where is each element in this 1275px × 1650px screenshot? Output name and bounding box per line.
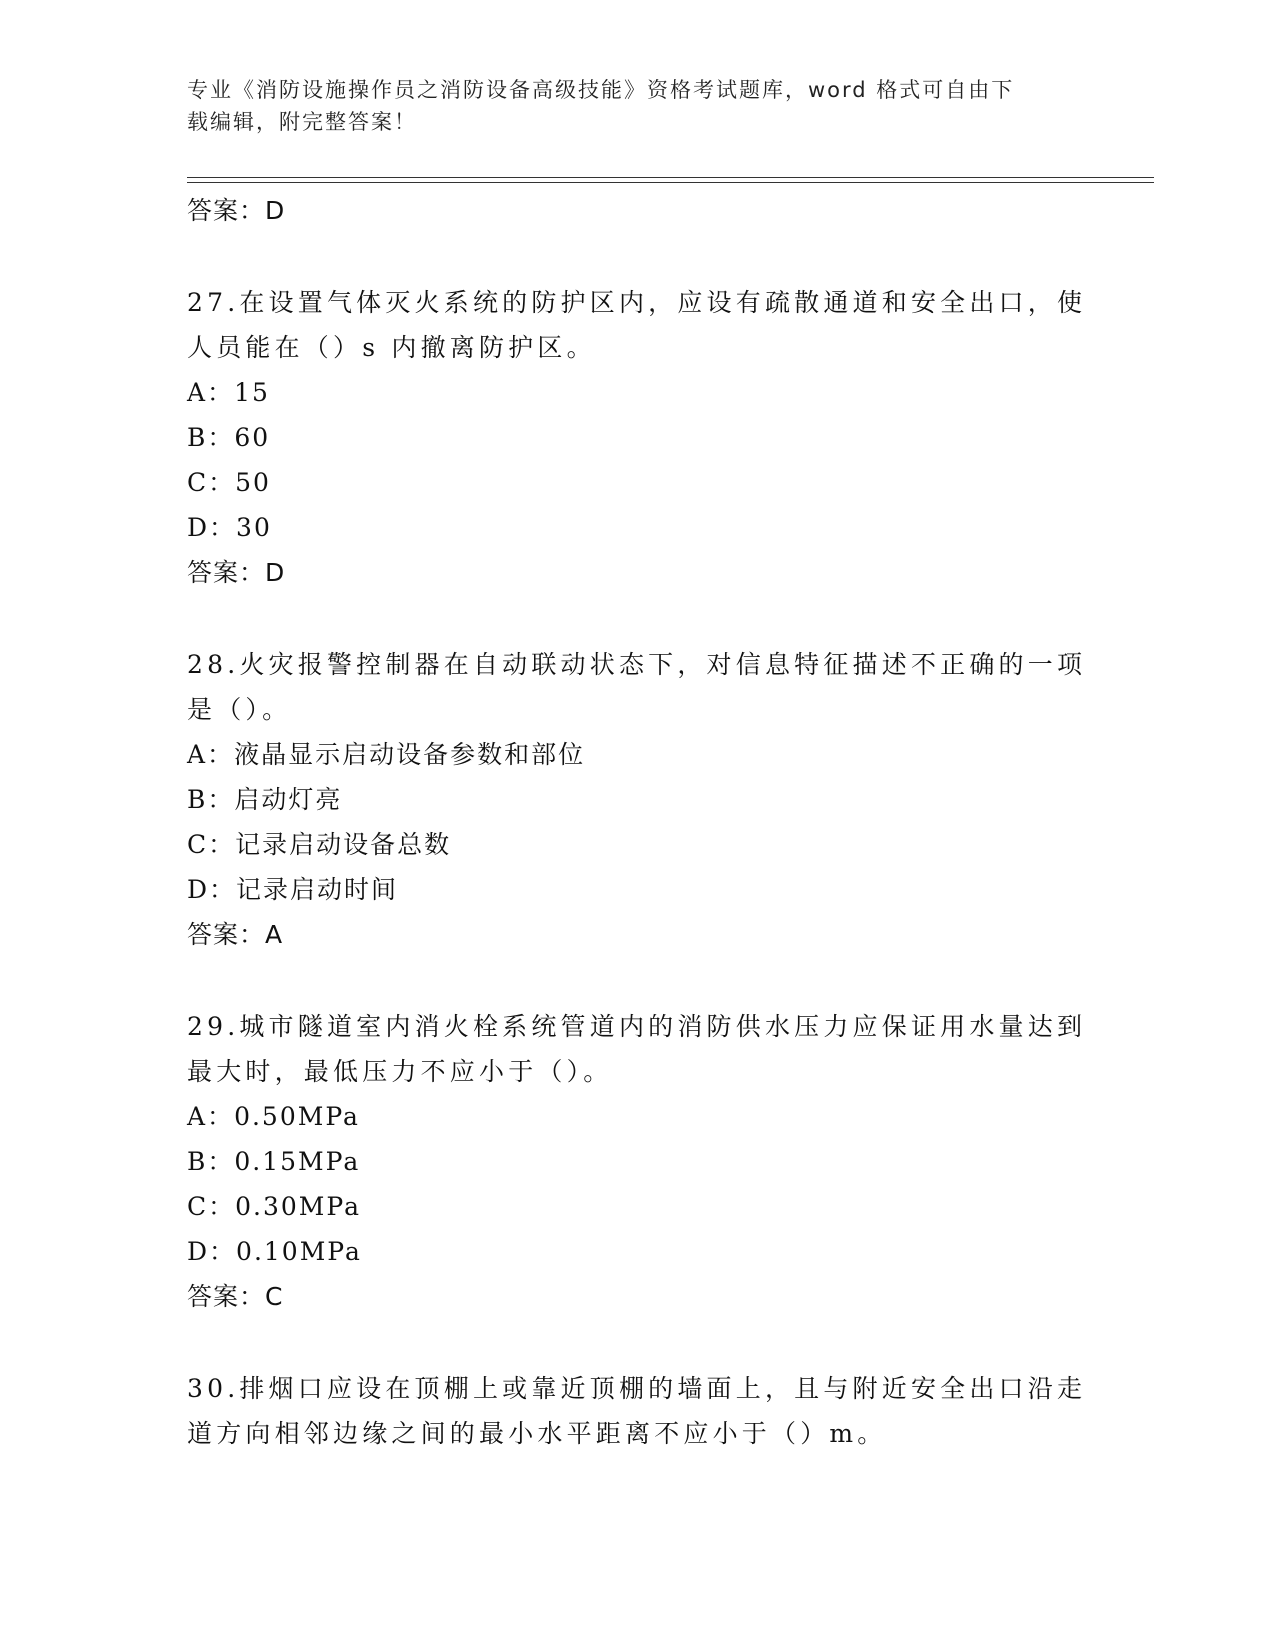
option-c — [187, 822, 1087, 867]
option-d — [187, 505, 1087, 550]
question-30 — [187, 1366, 1087, 1456]
option-value: 15 — [234, 378, 270, 407]
option-b — [187, 1139, 1087, 1184]
option-b — [187, 777, 1087, 822]
option-value: 60 — [234, 423, 271, 452]
option-key: B： — [187, 423, 235, 452]
question-text: 29.城市隧道室内消火栓系统管道内的消防供水压力应保证用水量达到最大时，最低压力不应小于（）。 — [187, 1012, 1087, 1086]
option-c — [187, 460, 1087, 505]
option-key: D： — [187, 1237, 237, 1266]
option-value: 记录启动设备总数 — [235, 830, 452, 859]
option-key: D： — [187, 513, 237, 542]
option-d — [187, 867, 1087, 912]
option-a — [187, 1094, 1087, 1139]
option-c — [187, 1184, 1087, 1229]
header-line-2: 载编辑，附完整答案！ — [187, 110, 417, 134]
option-key: C： — [187, 830, 236, 859]
option-value: 0.15MPa — [234, 1147, 361, 1176]
question-list — [187, 188, 1087, 1456]
option-value: 30 — [236, 513, 272, 542]
option-key: D： — [187, 875, 237, 904]
option-key: A： — [187, 740, 235, 769]
option-key: C： — [187, 468, 236, 497]
question-text: 30.排烟口应设在顶棚上或靠近顶棚的墙面上，且与附近安全出口沿走道方向相邻边缘之间的最小水平距离不应小于（）m。 — [187, 1374, 1087, 1448]
question-29 — [187, 1004, 1087, 1319]
option-value: 0.10MPa — [236, 1237, 362, 1266]
option-a — [187, 732, 1087, 777]
option-key: A： — [187, 378, 235, 407]
option-key: B： — [187, 785, 235, 814]
option-d — [187, 1229, 1087, 1274]
header-divider-top — [187, 177, 1154, 178]
question-27 — [187, 280, 1087, 595]
option-value: 记录启动时间 — [236, 875, 399, 904]
option-value: 液晶显示启动设备参数和部位 — [234, 740, 586, 769]
document-header — [187, 74, 1067, 138]
header-divider-bottom — [187, 182, 1154, 183]
option-b — [187, 415, 1087, 460]
option-value: 50 — [235, 468, 271, 497]
option-key: C： — [187, 1192, 236, 1221]
answer-label: 答案：D — [187, 558, 286, 587]
option-a — [187, 370, 1087, 415]
option-value: 0.30MPa — [235, 1192, 362, 1221]
option-value: 启动灯亮 — [234, 785, 343, 814]
answer-label: 答案：C — [187, 1282, 284, 1311]
option-value: 0.50MPa — [234, 1102, 360, 1131]
answer-label: 答案：A — [187, 920, 284, 949]
question-text: 27.在设置气体灭火系统的防护区内，应设有疏散通道和安全出口，使人员能在（）s 内撤离防护区。 — [187, 288, 1087, 362]
question-28 — [187, 642, 1087, 957]
header-line-1: 专业《消防设施操作员之消防设备高级技能》资格考试题库，word 格式可自由下 — [187, 78, 1015, 102]
previous-answer: 答案：D — [187, 196, 286, 225]
option-key: B： — [187, 1147, 235, 1176]
question-text: 28.火灾报警控制器在自动联动状态下，对信息特征描述不正确的一项是（）。 — [187, 650, 1087, 724]
option-key: A： — [187, 1102, 235, 1131]
